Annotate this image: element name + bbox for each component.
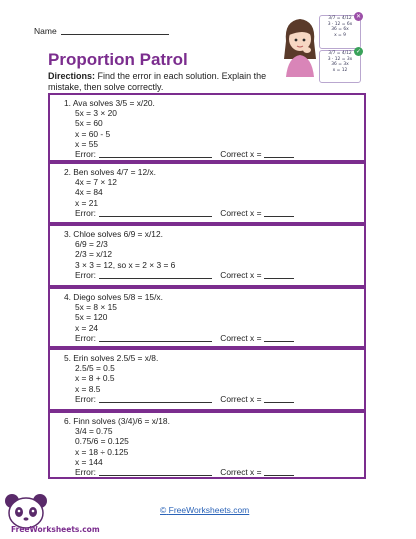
copyright-symbol: © — [160, 505, 167, 515]
error-label: Error: — [75, 332, 96, 343]
solution-step: 5x = 3 × 20 — [75, 108, 117, 119]
solution-step: x = 60 - 5 — [75, 128, 111, 139]
correct-answer-line[interactable] — [264, 475, 294, 476]
error-label: Error: — [75, 393, 96, 404]
problem-question: 2. Ben solves 4/7 = 12/x. — [64, 167, 156, 177]
answer-row — [64, 208, 294, 218]
solution-step: 6/9 = 2/3 — [75, 239, 108, 250]
card-line: 3/7 = 4/12 — [328, 16, 352, 21]
correct-label: Correct x = — [220, 149, 262, 160]
directions — [48, 71, 280, 93]
solution-step: 4x = 84 — [75, 187, 103, 198]
error-label: Error: — [75, 467, 96, 478]
solution-step: x = 21 — [75, 197, 99, 208]
solution-step: x = 55 — [75, 138, 99, 149]
card-line: 36 = 6x — [331, 27, 349, 33]
error-answer-line[interactable] — [99, 278, 212, 279]
error-label: Error: — [75, 207, 96, 218]
correct-label: Correct x = — [220, 269, 262, 280]
error-answer-line[interactable] — [99, 341, 212, 342]
problem-question: 4. Diego solves 5/8 = 15/x. — [64, 292, 163, 302]
card-line: 3 · 12 = 3x — [327, 56, 353, 62]
answer-row — [64, 270, 294, 280]
solution-step: 5x = 8 × 15 — [75, 302, 117, 313]
correct-label: Correct x = — [220, 467, 262, 478]
name-field-row — [34, 26, 169, 36]
correct-label: Correct x = — [220, 207, 262, 218]
problem-box-5 — [48, 348, 366, 411]
directions-label: Directions: — [48, 71, 96, 81]
error-answer-line[interactable] — [99, 475, 212, 476]
solution-step: 5x = 120 — [75, 312, 108, 323]
solution-step: x = 18 ÷ 0.125 — [75, 446, 129, 457]
answer-row — [64, 467, 294, 477]
card-line: 3/7 = 4/12 — [328, 51, 352, 56]
problem-box-4 — [48, 287, 366, 348]
footer-link[interactable] — [160, 505, 249, 515]
problem-question: 1. Ava solves 3/5 = x/20. — [64, 98, 155, 108]
solution-step: 4x = 7 × 12 — [75, 177, 117, 188]
problem-question: 3. Chloe solves 6/9 = x/12. — [64, 229, 163, 239]
problem-box-6 — [48, 411, 366, 479]
example-cards — [313, 15, 365, 81]
problem-box-3 — [48, 224, 366, 287]
solution-step: 3/4 = 0.75 — [75, 426, 113, 437]
problem-box-1 — [48, 93, 366, 162]
error-answer-line[interactable] — [99, 216, 212, 217]
name-line[interactable] — [61, 34, 169, 35]
solution-step: x = 8 + 0.5 — [75, 373, 115, 384]
error-label: Error: — [75, 269, 96, 280]
wrong-example-card — [319, 15, 361, 49]
correct-answer-line[interactable] — [264, 341, 294, 342]
error-answer-line[interactable] — [99, 157, 212, 158]
problem-question: 6. Finn solves (3/4)/6 = x/18. — [64, 416, 170, 426]
correct-answer-line[interactable] — [264, 157, 294, 158]
solution-step: x = 144 — [75, 456, 103, 467]
worksheet-title: Proportion Patrol — [48, 50, 188, 69]
solution-step: x = 24 — [75, 322, 99, 333]
checkmark-icon: ✓ — [355, 48, 362, 55]
solution-step: x = 8.5 — [75, 383, 101, 394]
correct-answer-line[interactable] — [264, 216, 294, 217]
solution-step: 2/3 = x/12 — [75, 249, 113, 260]
name-label: Name — [34, 26, 57, 36]
correct-answer-line[interactable] — [264, 402, 294, 403]
correct-label: Correct x = — [220, 393, 262, 404]
answer-row — [64, 394, 294, 404]
problem-box-2 — [48, 162, 366, 224]
error-label: Error: — [75, 149, 96, 160]
solution-step: 0.75/6 = 0.125 — [75, 436, 129, 447]
problem-question: 5. Erin solves 2.5/5 = x/8. — [64, 353, 159, 363]
solution-step: 5x = 60 — [75, 118, 103, 129]
card-line: x = 9 — [334, 32, 346, 38]
directions-text: Find the error in each solution. Explain the mistake, then solve correctly. — [48, 71, 267, 92]
answer-row — [64, 149, 294, 159]
error-answer-line[interactable] — [99, 402, 212, 403]
x-mark-icon: ✕ — [355, 13, 362, 20]
correct-label: Correct x = — [220, 332, 262, 343]
answer-row — [64, 333, 294, 343]
footer-site[interactable]: FreeWorksheets.com — [168, 505, 250, 515]
solution-step: 3 × 3 = 12, so x = 2 × 3 = 6 — [75, 259, 176, 270]
brand-wordmark: FreeWorksheets.com — [11, 525, 100, 534]
correct-answer-line[interactable] — [264, 278, 294, 279]
card-line: x = 12 — [332, 67, 348, 73]
card-line: 3 · 12 = 6x — [327, 21, 353, 27]
card-line: 36 = 3x — [331, 62, 349, 68]
solution-step: 2.5/5 = 0.5 — [75, 363, 115, 374]
